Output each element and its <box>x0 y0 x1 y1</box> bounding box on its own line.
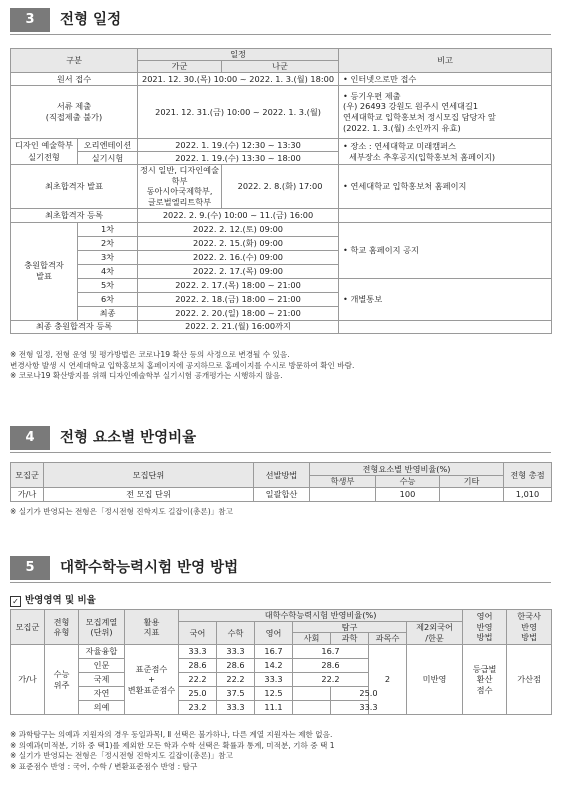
th-ga: 가군 <box>138 61 222 73</box>
section-4-notes <box>10 507 551 518</box>
section-3-header <box>10 8 551 32</box>
cell-soc-empty <box>293 701 331 715</box>
section-number: 5 <box>10 556 50 580</box>
checkbox-icon: ✓ <box>10 596 21 607</box>
row-note: • 등기우편 제출 (우) 26493 강원도 원주시 연세대길1 연세대학교 입학홍보처 정시모집 담당자 앞 (2022. 1. 3.(월) 소인까지 유효) <box>339 86 552 139</box>
row-label: 최초합격자 발표 <box>11 165 138 209</box>
row-date: 2022. 1. 19.(수) 13:30 ~ 18:00 <box>138 152 339 165</box>
cell-kor: 25.0 <box>179 687 217 701</box>
round-date: 2022. 2. 17.(목) 09:00 <box>138 264 339 278</box>
row-note: • 인터넷으로만 접수 <box>339 73 552 86</box>
cell-math: 33.3 <box>217 701 255 715</box>
cell-field: 자율융합 <box>79 645 125 659</box>
cell-count: 2 <box>369 645 407 715</box>
cell-eng: 11.1 <box>255 701 293 715</box>
cell-group: 가/나 <box>11 488 44 502</box>
cell-eng: 14.2 <box>255 659 293 673</box>
cell-etc <box>440 488 504 502</box>
round-date: 2022. 2. 18.(금) 18:00 ~ 21:00 <box>138 292 339 306</box>
subhead: ✓ 반영영역 및 비율 <box>10 592 96 607</box>
round: 3차 <box>78 250 138 264</box>
row-label: 충원합격자 발표 <box>11 222 78 320</box>
th-note: 비고 <box>339 49 552 73</box>
th-total: 전형 총점 <box>504 463 552 488</box>
section-number: 4 <box>10 426 50 450</box>
round: 4차 <box>78 264 138 278</box>
round: 최종 <box>78 306 138 320</box>
round: 6차 <box>78 292 138 306</box>
th-group: 모집군 <box>11 610 45 645</box>
cell-math: 33.3 <box>217 645 255 659</box>
cell-math: 22.2 <box>217 673 255 687</box>
round: 5차 <box>78 278 138 292</box>
section-5-notes <box>10 730 551 772</box>
th-gubun: 구분 <box>11 49 138 73</box>
th-etc: 기타 <box>440 476 504 488</box>
cell-field: 인문 <box>79 659 125 673</box>
th-ratio: 전형요소별 반영비율(%) <box>310 463 504 476</box>
th-hist-method: 한국사 반영 방법 <box>507 610 552 645</box>
row-date: 2022. 2. 9.(수) 10:00 ~ 11.(금) 16:00 <box>138 208 339 222</box>
cell-math: 28.6 <box>217 659 255 673</box>
note: ※ 과학탐구는 의예과 지원자의 경우 동일과목Ⅰ, Ⅱ 선택은 불가하나, 다른 계열 지원자는 제한 없음. <box>10 730 333 739</box>
row-date: 2022. 2. 21.(월) 16:00까지 <box>138 320 339 333</box>
cell-kor: 23.2 <box>179 701 217 715</box>
row-ga: 정시 일반, 디자인예술학부 동아시아국제학부, 글로벌엘리트학부 <box>138 165 222 209</box>
cell-record <box>310 488 376 502</box>
th-record: 학생부 <box>310 476 376 488</box>
round-date: 2022. 2. 20.(일) 18:00 ~ 21:00 <box>138 306 339 320</box>
cell-tam: 28.6 <box>293 659 369 673</box>
row-label: 원서 접수 <box>11 73 138 86</box>
round-date: 2022. 2. 17.(목) 18:00 ~ 21:00 <box>138 278 339 292</box>
cell-kor: 28.6 <box>179 659 217 673</box>
cell-total: 1,010 <box>504 488 552 502</box>
cell-tam: 33.3 <box>331 701 407 715</box>
section-title: 전형 요소별 반영비율 <box>60 430 197 446</box>
row-label: 서류 제출 (직접제출 불가) <box>11 86 138 139</box>
section-title: 전형 일정 <box>60 12 122 28</box>
cell-suneung: 100 <box>376 488 440 502</box>
row-label: 최초합격자 등록 <box>11 208 138 222</box>
cell-kor: 33.3 <box>179 645 217 659</box>
cell-eng: 12.5 <box>255 687 293 701</box>
divider <box>10 34 551 35</box>
th-index: 활용 지표 <box>125 610 179 645</box>
section-3-notes <box>10 350 551 382</box>
cell-type: 수능 위주 <box>45 645 79 715</box>
row-date: 2022. 1. 19.(수) 12:30 ~ 13:30 <box>138 139 339 152</box>
th-eng-method: 영어 반영 방법 <box>463 610 507 645</box>
note: ※ 표준점수 반영 : 국어, 수학 / 변환표준점수 반영 : 탐구 <box>10 761 198 771</box>
th-type: 전형 유형 <box>45 610 79 645</box>
note: 변경사항 발생 시 연세대학교 입학홍보처 홈페이지에 공지하므로 홈페이지를 수시로 방문하여 확인 바람. <box>10 360 355 370</box>
cell-eng-method: 등급별 환산 점수 <box>463 645 507 715</box>
th-na: 나군 <box>222 61 339 73</box>
row-sublabel: 오리엔테이션 <box>78 139 138 152</box>
suneung-table <box>10 609 552 715</box>
cell-group: 가/나 <box>11 645 45 715</box>
row-label: 실기전형 <box>11 152 78 165</box>
row-sublabel: 실기시험 <box>78 152 138 165</box>
cell-tam: 22.2 <box>293 673 369 687</box>
cell-method: 일괄합산 <box>254 488 310 502</box>
cell-field: 의예 <box>79 701 125 715</box>
cell-field: 자연 <box>79 687 125 701</box>
row-date: 2021. 12. 31.(금) 10:00 ~ 2022. 1. 3.(월) <box>138 86 339 139</box>
divider <box>10 452 551 453</box>
section-4-header <box>10 426 551 450</box>
cell-eng: 33.3 <box>255 673 293 687</box>
cell-lang2: 미반영 <box>407 645 463 715</box>
row-label: 디자인 예술학부 <box>11 139 78 152</box>
note: ※ 실기가 반영되는 전형은「정시전형 진학지도 길잡이(총론)」참고 <box>10 507 233 516</box>
th-unit: 모집단위 <box>44 463 254 488</box>
section-5-header <box>10 556 551 580</box>
th-group: 모집군 <box>11 463 44 488</box>
note: ※ 전형 일정, 전형 운영 및 평가방법은 코로나19 확산 등의 사정으로 변경될 수 있음. <box>10 350 290 359</box>
cell-hist-method: 가산점 <box>507 645 552 715</box>
row-note: • 개별통보 <box>339 278 552 320</box>
cell-kor: 22.2 <box>179 673 217 687</box>
th-count: 과목수 <box>369 633 407 645</box>
section-number: 3 <box>10 8 50 32</box>
round-date: 2022. 2. 12.(토) 09:00 <box>138 222 339 236</box>
cell-field: 국제 <box>79 673 125 687</box>
row-note: • 연세대학교 입학홍보처 홈페이지 <box>339 165 552 209</box>
th-field: 모집계열 (단위) <box>79 610 125 645</box>
th-sci: 과학 <box>331 633 369 645</box>
cell-tam: 25.0 <box>331 687 407 701</box>
row-date: 2021. 12. 30.(목) 10:00 ~ 2022. 1. 3.(월) 18:00 <box>138 73 339 86</box>
note: ※ 의예과(미적분, 기하 중 택1)를 제외한 모든 학과 수학 선택은 확률과 통계, 미적분, 기하 중 택 1 <box>10 740 335 750</box>
th-lang2: 제2외국어 /한문 <box>407 621 463 645</box>
cell-index: 표준점수 + 변환표준점수 <box>125 645 179 715</box>
th-eng: 영어 <box>255 621 293 645</box>
section-title: 대학수학능력시험 반영 방법 <box>60 560 239 576</box>
th-kor: 국어 <box>179 621 217 645</box>
row-label: 최종 충원합격자 등록 <box>11 320 138 333</box>
row-note: • 학교 홈페이지 공지 <box>339 222 552 278</box>
ratio-table <box>10 462 552 502</box>
divider <box>10 582 551 583</box>
cell-math: 37.5 <box>217 687 255 701</box>
round-date: 2022. 2. 16.(수) 09:00 <box>138 250 339 264</box>
round-date: 2022. 2. 15.(화) 09:00 <box>138 236 339 250</box>
cell-soc-empty <box>293 687 331 701</box>
note: ※ 코로나19 확산방지를 위해 디자인예술학부 실기시험 공개평가는 시행하지 않음. <box>10 371 283 380</box>
th-tam: 탐구 <box>293 621 407 633</box>
cell-unit: 전 모집 단위 <box>44 488 254 502</box>
round: 2차 <box>78 236 138 250</box>
th-ratio: 대학수학능력시험 반영비율(%) <box>179 610 463 622</box>
th-method: 선발방법 <box>254 463 310 488</box>
th-schedule: 일정 <box>138 49 339 61</box>
row-date: 2022. 2. 8.(화) 17:00 <box>222 165 339 209</box>
th-soc: 사회 <box>293 633 331 645</box>
cell-eng: 16.7 <box>255 645 293 659</box>
th-math: 수학 <box>217 621 255 645</box>
cell-tam: 16.7 <box>293 645 369 659</box>
th-suneung: 수능 <box>376 476 440 488</box>
note: ※ 실기가 반영되는 전형은「정시전형 진학지도 길잡이(총론)」참고 <box>10 751 233 760</box>
row-note: • 장소 : 연세대학교 미래캠퍼스 세부장소 추후공지(입학홍보처 홈페이지) <box>339 139 552 165</box>
schedule-table <box>10 48 552 334</box>
round: 1차 <box>78 222 138 236</box>
